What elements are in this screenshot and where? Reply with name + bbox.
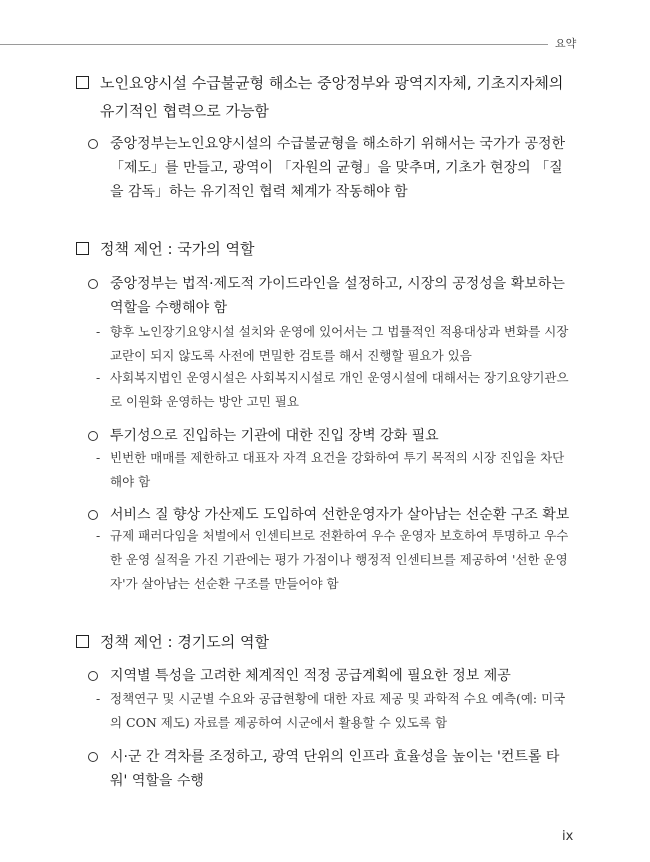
dash-item: - 빈번한 매매를 제한하고 대표자 자격 요건을 강화하여 투기 목적의 시장 진입을 차단해야 함 xyxy=(96,446,572,494)
bullet-item: 지역별 특성을 고려한 체계적인 적정 공급계획에 필요한 정보 제공 xyxy=(88,664,572,688)
section-heading: 정책 제언 : 경기도의 역할 xyxy=(76,633,576,656)
bullet-item: 서비스 질 향상 가산제도 도입하여 선한운영자가 살아남는 선순환 구조 확보 xyxy=(88,503,572,527)
circle-bullet-icon xyxy=(88,431,98,441)
dash-marker: - xyxy=(96,450,101,465)
bullet-item: 중앙정부는노인요양시설의 수급불균형을 해소하기 위해서는 국가가 공정한 「제도」를 만들고, 광역이 「자원의 균형」을 맞추며, 기초가 현장의 「질을 감독」하는 유기적인 협력 체계가 작동해야 함 xyxy=(88,132,572,204)
square-bullet-icon xyxy=(76,635,89,648)
dash-marker: - xyxy=(96,691,101,706)
circle-bullet-icon xyxy=(88,510,98,520)
bullet-item: 시·군 간 격차를 조정하고, 광역 단위의 인프라 효율성을 높이는 '컨트롤 타워' 역할을 수행 xyxy=(88,745,572,793)
dash-marker: - xyxy=(96,324,101,339)
dash-item: - 정책연구 및 시군별 수요와 공급현황에 대한 자료 제공 및 과학적 수요 예측(예: 미국의 CON 제도) 자료를 제공하여 시군에서 활용할 수 있도록 함 xyxy=(96,687,572,735)
circle-bullet-icon xyxy=(88,671,98,681)
dash-marker: - xyxy=(96,528,101,543)
circle-bullet-icon xyxy=(88,752,98,762)
square-bullet-icon xyxy=(76,76,89,89)
square-bullet-icon xyxy=(76,242,89,255)
section-heading: 노인요양시설 수급불균형 해소는 중앙정부와 광역지자체, 기초지자체의 유기적인 협력으로 가능함 xyxy=(76,74,576,125)
running-header: 요약 xyxy=(555,37,577,50)
dash-item: - 사회복지법인 운영시설은 사회복지시설로 개인 운영시설에 대해서는 장기요양기관으로 이원화 운영하는 방안 고민 필요 xyxy=(96,366,572,414)
section-heading: 정책 제언 : 국가의 역할 xyxy=(76,240,576,263)
bullet-item: 중앙정부는 법적·제도적 가이드라인을 설정하고, 시장의 공정성을 확보하는 역할을 수행해야 함 xyxy=(88,272,572,320)
bullet-item: 투기성으로 진입하는 기관에 대한 진입 장벽 강화 필요 xyxy=(88,424,572,448)
circle-bullet-icon xyxy=(88,279,98,289)
circle-bullet-icon xyxy=(88,139,98,149)
dash-marker: - xyxy=(96,370,101,385)
page-number: ix xyxy=(562,829,574,844)
dash-item: - 향후 노인장기요양시설 설치와 운영에 있어서는 그 법률적인 적용대상과 변화를 시장 교란이 되지 않도록 사전에 면밀한 검토를 해서 진행할 필요가 있음 xyxy=(96,320,572,368)
dash-item: - 규제 패러다임을 처벌에서 인센티브로 전환하여 우수 운영자 보호하여 투명하고 우수한 운영 실적을 가진 기관에는 평가 가점이나 행정적 인센티브를 제공하여 '선한 운영자'가 살아남는 선순환 구조를 만들어야 함 xyxy=(96,524,572,596)
header-rule xyxy=(0,44,548,45)
